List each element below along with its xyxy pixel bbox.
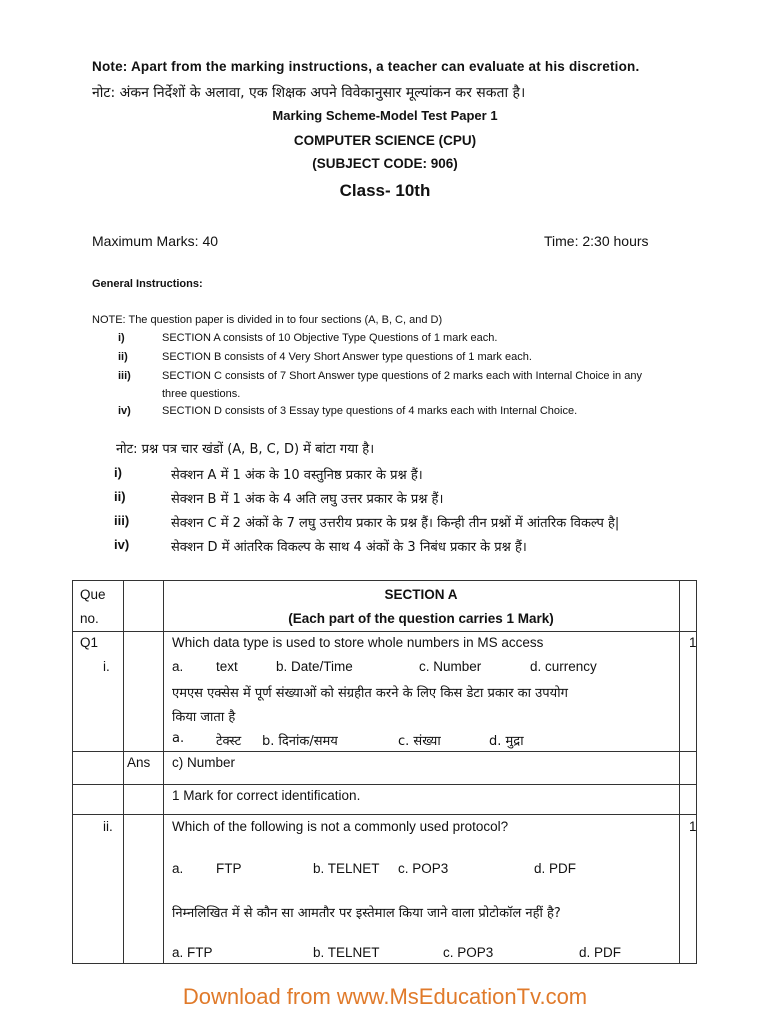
instruction-text: सेक्शन A में 1 अंक के 10 वस्तुनिष्ठ प्रकार के प्रश्न हैं। — [171, 468, 423, 483]
instruction-text: SECTION C consists of 7 Short Answer type questions of 2 marks each with Internal Choice in any — [162, 370, 642, 382]
question-marks: 1 — [689, 635, 697, 650]
option-b-hindi: b. TELNET — [313, 945, 380, 960]
col-header-que: Que — [80, 587, 106, 602]
instruction-number: ii) — [114, 489, 126, 504]
question-subnumber: i. — [103, 659, 110, 674]
option-d: d. currency — [530, 659, 597, 674]
instruction-number: iii) — [114, 513, 130, 528]
question-text-hindi: एमएस एक्सेस में पूर्ण संख्याओं को संग्रहीत करने के लिए किस डेटा प्रकार का उपयोग — [172, 686, 568, 701]
instruction-text: SECTION A consists of 10 Objective Type Questions of 1 mark each. — [162, 332, 498, 344]
table-divider — [73, 814, 696, 815]
download-footer-link[interactable]: Download from www.MsEducationTv.com — [182, 984, 588, 1009]
option-b-hindi: b. दिनांक/समय — [262, 734, 338, 749]
question-text-hindi: निम्नलिखित में से कौन सा आमतौर पर इस्तेमाल किया जाने वाला प्रोटोकॉल नहीं है? — [172, 906, 561, 921]
option-c-hindi: c. POP3 — [443, 945, 494, 960]
question-marks: 1 — [689, 819, 697, 834]
subject-title: COMPUTER SCIENCE (CPU) — [293, 133, 477, 148]
marking-note: 1 Mark for correct identification. — [172, 788, 361, 803]
option-a: a. — [172, 861, 184, 876]
instruction-number: ii) — [118, 351, 128, 363]
instruction-number: iv) — [114, 537, 130, 552]
option-a-hindi: a. — [172, 731, 185, 746]
instruction-text: सेक्शन B में 1 अंक के 4 अति लघु उत्तर प्रकार के प्रश्न हैं। — [171, 492, 444, 507]
question-subnumber: ii. — [103, 819, 113, 834]
subject-code: (SUBJECT CODE: 906) — [312, 156, 458, 171]
class-title: Class- 10th — [339, 181, 431, 200]
note-english: Note: Apart from the marking instructions, a teacher can evaluate at his discretion. — [92, 59, 640, 74]
note-hindi: नोट: अंकन निर्देशों के अलावा, एक शिक्षक अपने विवेकानुसार मूल्यांकन कर सकता है। — [92, 85, 526, 101]
time-allowed: Time: 2:30 hours — [544, 233, 649, 249]
answer-text: c) Number — [172, 755, 236, 770]
option-a-text: text — [216, 659, 238, 674]
option-c: c. Number — [419, 659, 482, 674]
answer-label: Ans — [127, 755, 151, 770]
instruction-number: i) — [118, 332, 125, 344]
section-subtitle: (Each part of the question carries 1 Mark) — [288, 611, 554, 626]
table-divider — [73, 751, 696, 752]
option-b: b. TELNET — [313, 861, 380, 876]
instruction-number: iii) — [118, 370, 131, 382]
question-text: Which data type is used to store whole numbers in MS access — [172, 635, 544, 650]
general-instructions-title: General Instructions: — [92, 278, 203, 290]
instruction-text: three questions. — [162, 388, 241, 400]
scheme-title: Marking Scheme-Model Test Paper 1 — [272, 108, 498, 123]
marking-table — [72, 580, 697, 964]
table-divider — [679, 581, 680, 963]
option-a: a. — [172, 659, 184, 674]
option-a-text: FTP — [216, 861, 242, 876]
table-divider — [73, 784, 696, 785]
col-header-no: no. — [80, 611, 99, 626]
question-text-hindi-cont: किया जाता है — [172, 710, 236, 725]
maximum-marks: Maximum Marks: 40 — [92, 233, 219, 249]
question-label: Q1 — [80, 635, 99, 650]
instruction-text: SECTION B consists of 4 Very Short Answer type questions of 1 mark each. — [162, 351, 532, 363]
question-text: Which of the following is not a commonly used protocol? — [172, 819, 509, 834]
option-b: b. Date/Time — [276, 659, 353, 674]
hindi-note: नोट: प्रश्न पत्र चार खंडों (A, B, C, D) में बांटा गया है। — [116, 442, 375, 457]
instruction-number: iv) — [118, 405, 131, 417]
option-a-hindi: a. FTP — [172, 945, 213, 960]
option-c-hindi: c. संख्या — [398, 734, 441, 749]
table-divider — [73, 631, 696, 632]
table-divider — [123, 581, 124, 963]
option-a-text-hindi: टेक्स्ट — [216, 734, 242, 749]
instruction-text: सेक्शन C में 2 अंकों के 7 लघु उत्तरीय प्रकार के प्रश्न हैं। किन्ही तीन प्रश्नों में आंतरिक विकल्प है| — [171, 516, 620, 531]
option-d: d. PDF — [534, 861, 577, 876]
section-title: SECTION A — [384, 587, 458, 602]
general-instructions-note: NOTE: The question paper is divided in to four sections (A, B, C, and D) — [92, 314, 443, 326]
table-divider — [163, 581, 164, 963]
option-d-hindi: d. PDF — [579, 945, 622, 960]
instruction-text: सेक्शन D में आंतरिक विकल्प के साथ 4 अंकों के 3 निबंध प्रकार के प्रश्न हैं। — [171, 540, 527, 555]
option-d-hindi: d. मुद्रा — [489, 734, 524, 749]
instruction-number: i) — [114, 465, 122, 480]
option-c: c. POP3 — [398, 861, 449, 876]
instruction-text: SECTION D consists of 3 Essay type questions of 4 marks each with Internal Choice. — [162, 405, 578, 417]
